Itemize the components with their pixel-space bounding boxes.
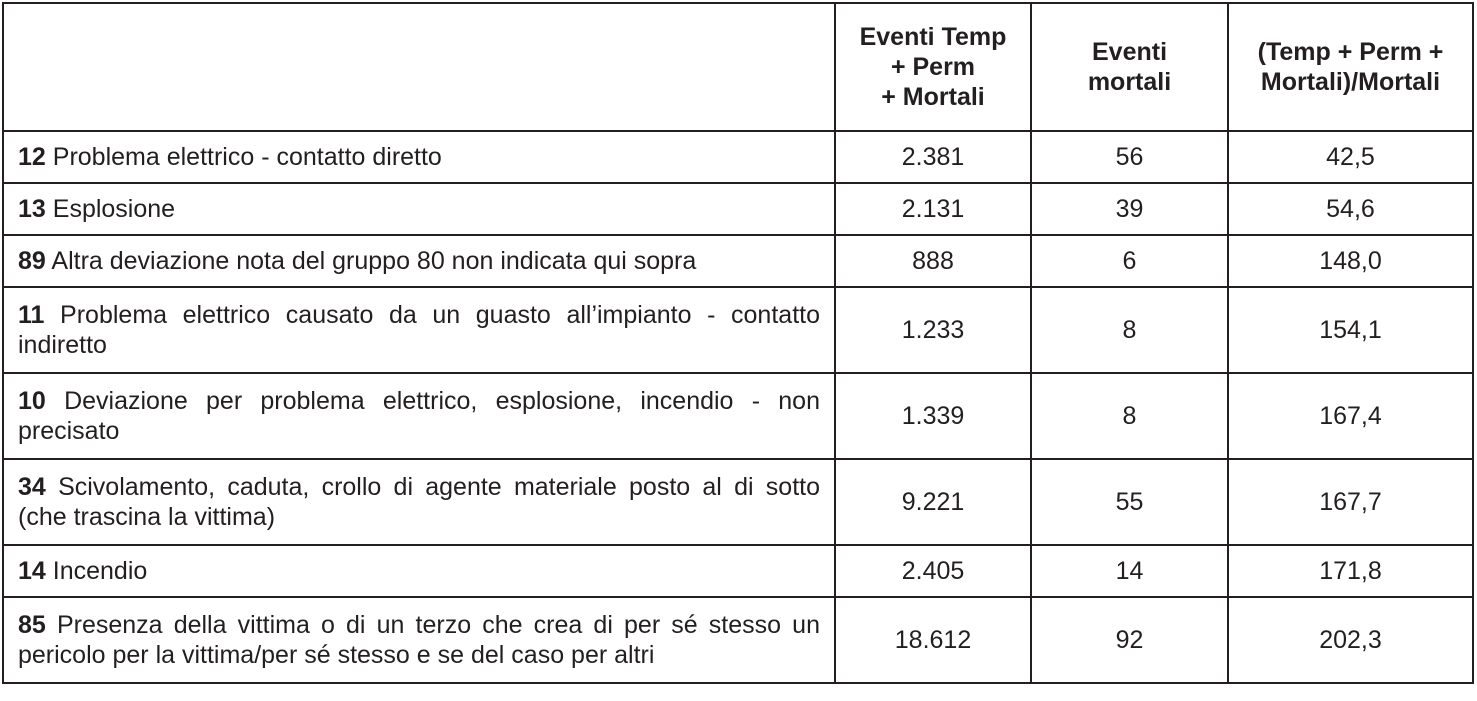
row-ratio: 167,4 [1228,373,1473,459]
row-ratio: 202,3 [1228,597,1473,683]
row-label: Problema elettrico - contatto diretto [52,143,442,171]
header-blank-cell [3,3,835,131]
row-fatal: 6 [1031,235,1228,287]
table-row [3,287,1473,373]
row-description [3,131,835,183]
row-code: 14 [18,557,46,585]
table-row [3,131,1473,183]
row-code: 89 [18,247,46,275]
header-fatal-events [1031,3,1228,131]
row-total: 9.221 [835,459,1031,545]
row-code: 34 [18,473,46,501]
row-label: Deviazione per problema elettrico, esplosione, incendio - non precisato [18,387,820,445]
row-description [3,545,835,597]
row-description [3,183,835,235]
row-fatal: 14 [1031,545,1228,597]
table-row [3,235,1473,287]
row-total: 1.339 [835,373,1031,459]
header-line: mortali [1087,68,1172,96]
row-code: 10 [18,387,46,415]
row-label: Presenza della vittima o di un terzo che crea di per sé stesso un pericolo per la vittima/per sé stesso e se del caso per altri [18,611,820,669]
row-label: Scivolamento, caduta, crollo di agente materiale posto al di sotto (che trascina la vittima) [18,473,821,531]
row-ratio: 148,0 [1228,235,1473,287]
row-ratio: 42,5 [1228,131,1473,183]
row-code: 13 [18,195,46,223]
row-code: 12 [18,143,46,171]
row-description [3,287,835,373]
row-fatal: 39 [1031,183,1228,235]
table-row [3,597,1473,683]
row-total: 1.233 [835,287,1031,373]
row-code: 85 [18,611,46,639]
row-code: 11 [18,301,45,329]
table-row [3,459,1473,545]
header-line: + Mortali [881,83,985,111]
header-line: Eventi Temp [859,23,1007,51]
header-row [3,3,1473,131]
row-fatal: 8 [1031,373,1228,459]
row-description [3,597,835,683]
header-line: + Perm [890,53,976,81]
row-fatal: 8 [1031,287,1228,373]
deviation-table [2,2,1474,684]
row-total: 888 [835,235,1031,287]
header-line: Eventi [1091,38,1168,66]
row-description [3,373,835,459]
row-label: Incendio [52,557,148,585]
row-label: Problema elettrico causato da un guasto all’impianto - contatto indiretto [18,301,820,359]
row-total: 2.381 [835,131,1031,183]
header-ratio [1228,3,1473,131]
table-row [3,545,1473,597]
row-fatal: 92 [1031,597,1228,683]
table-row [3,183,1473,235]
header-total-events [835,3,1031,131]
row-fatal: 55 [1031,459,1228,545]
header-line: Mortali)/Mortali [1260,68,1441,96]
row-ratio: 171,8 [1228,545,1473,597]
row-label: Altra deviazione nota del gruppo 80 non indicata qui sopra [51,247,697,275]
table-row [3,373,1473,459]
row-fatal: 56 [1031,131,1228,183]
header-line: (Temp + Perm + [1257,38,1444,66]
row-label: Esplosione [52,195,176,223]
row-description [3,235,835,287]
row-total: 2.131 [835,183,1031,235]
row-ratio: 54,6 [1228,183,1473,235]
row-ratio: 154,1 [1228,287,1473,373]
row-total: 18.612 [835,597,1031,683]
row-ratio: 167,7 [1228,459,1473,545]
row-description [3,459,835,545]
row-total: 2.405 [835,545,1031,597]
